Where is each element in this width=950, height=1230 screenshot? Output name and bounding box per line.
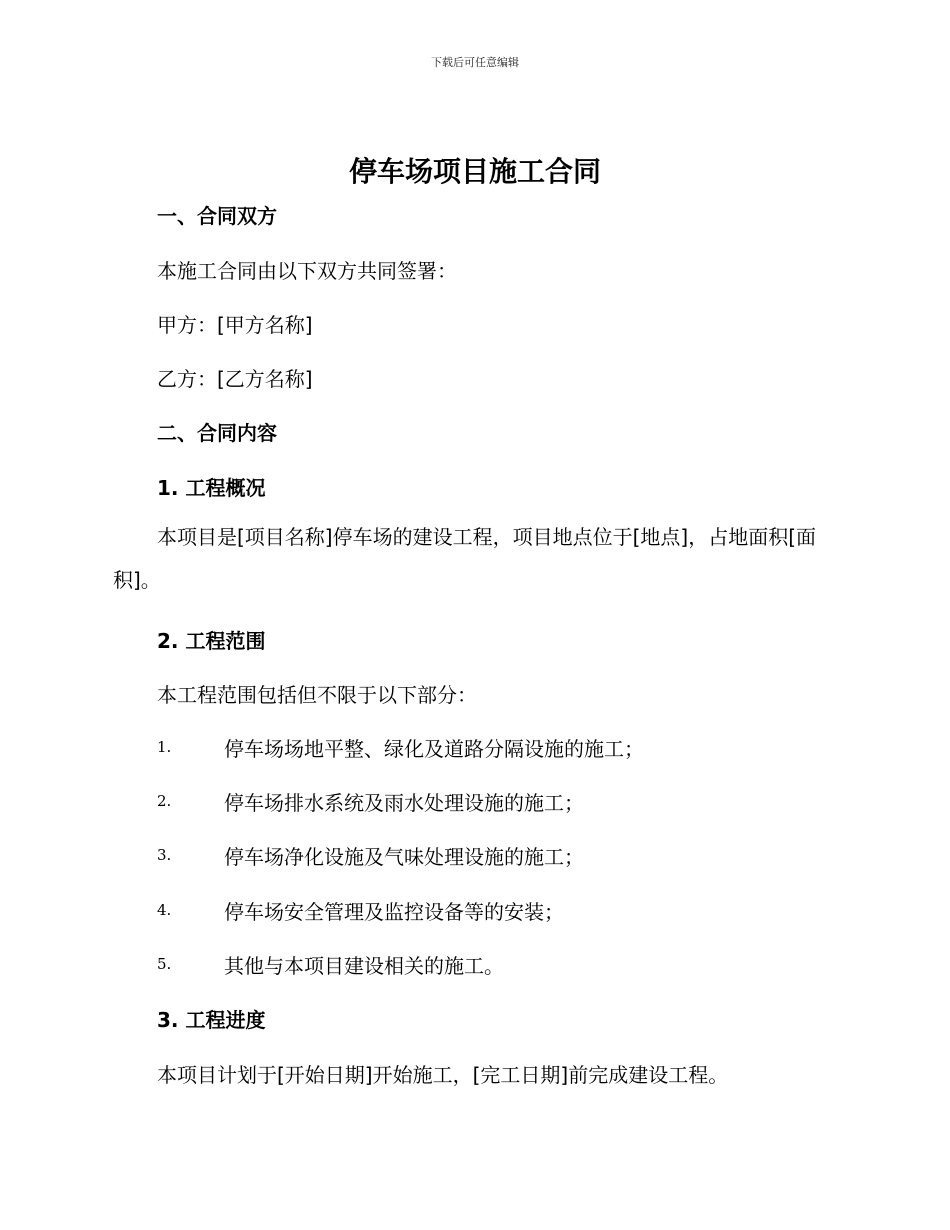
party-b: 乙方：[乙方名称] <box>157 367 313 391</box>
document-title: 停车场项目施工合同 <box>348 155 601 188</box>
list-item-number: 4. <box>157 901 172 919</box>
parties-intro: 本施工合同由以下双方共同签署： <box>157 259 457 283</box>
list-item-number: 5. <box>157 955 172 973</box>
list-item-text: 其他与本项目建设相关的施工。 <box>224 954 504 978</box>
list-item-number: 2. <box>157 792 172 810</box>
subsection-heading-schedule: 3. 工程进度 <box>157 1008 266 1032</box>
section-heading-content: 二、合同内容 <box>157 421 277 445</box>
section-heading-parties: 一、合同双方 <box>157 204 277 228</box>
schedule-paragraph: 本项目计划于[开始日期]开始施工，[完工日期]前完成建设工程。 <box>157 1063 729 1087</box>
scope-intro: 本工程范围包括但不限于以下部分： <box>157 683 477 707</box>
list-item-text: 停车场排水系统及雨水处理设施的施工； <box>224 791 584 815</box>
list-item-text: 停车场场地平整、绿化及道路分隔设施的施工； <box>224 737 644 761</box>
subsection-heading-overview: 1. 工程概况 <box>157 476 266 500</box>
subsection-heading-scope: 2. 工程范围 <box>157 629 266 653</box>
list-item-number: 1. <box>157 738 172 756</box>
overview-paragraph: 本项目是[项目名称]停车场的建设工程，项目地点位于[地点]，占地面积[面积]。 <box>113 525 817 592</box>
list-item-text: 停车场净化设施及气味处理设施的施工； <box>224 845 584 869</box>
header-note: 下载后可任意编辑 <box>431 56 519 69</box>
party-a: 甲方：[甲方名称] <box>157 313 313 337</box>
list-item-text: 停车场安全管理及监控设备等的安装； <box>224 900 564 924</box>
list-item-number: 3. <box>157 846 172 864</box>
